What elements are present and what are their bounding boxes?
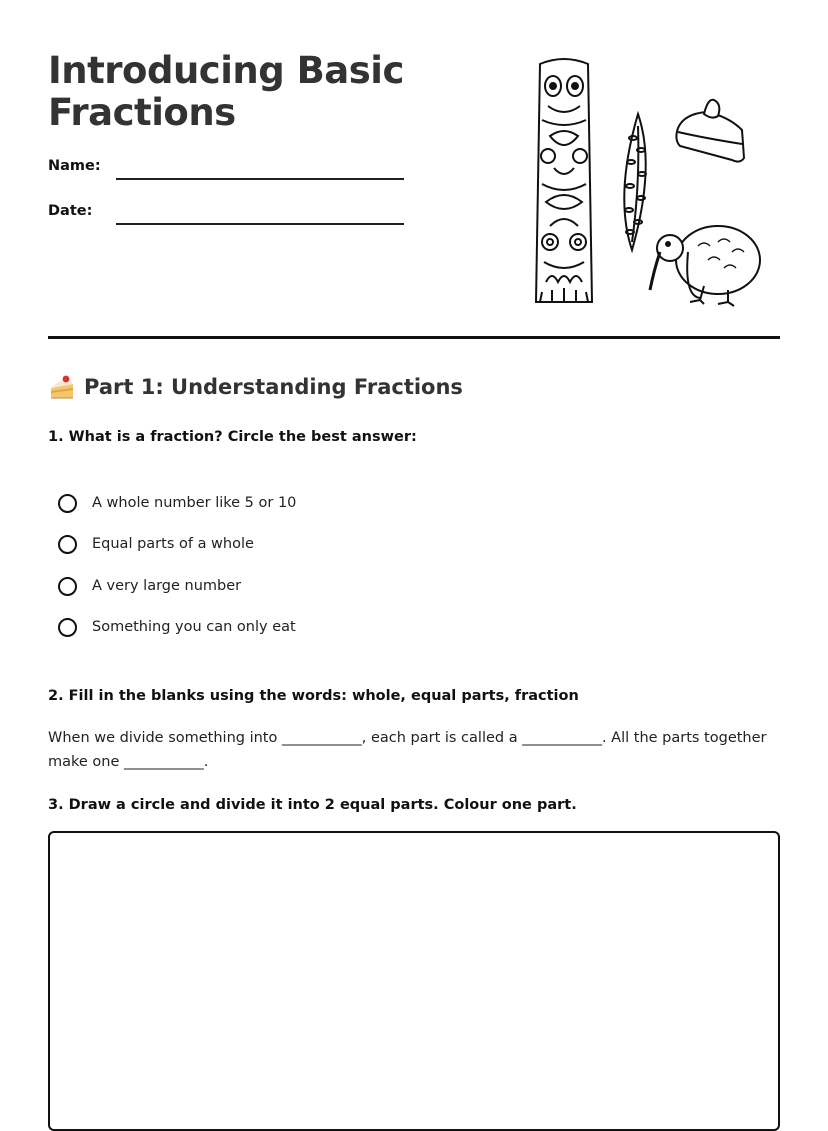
q1-option-1[interactable] xyxy=(58,491,296,515)
drawing-area[interactable] xyxy=(48,831,780,1131)
part1-heading xyxy=(48,374,463,400)
date-label: Date: xyxy=(48,203,93,219)
q1-option-4[interactable] xyxy=(58,615,296,639)
q1-option-label: A very large number xyxy=(92,578,242,594)
name-input-line[interactable] xyxy=(116,178,404,180)
q1-option-label: Equal parts of a whole xyxy=(92,536,254,552)
question-2: 2. Fill in the blanks using the words: whole, equal parts, fraction xyxy=(48,688,579,704)
worksheet-title xyxy=(48,50,468,134)
question-3: 3. Draw a circle and divide it into 2 equal parts. Colour one part. xyxy=(48,797,577,813)
totem-pole-icon xyxy=(536,59,592,302)
fern-leaf-icon xyxy=(624,114,646,250)
question-1: 1. What is a fraction? Circle the best answer: xyxy=(48,429,417,445)
cake-icon xyxy=(48,374,76,400)
title-line-2: Fractions xyxy=(48,91,236,134)
title-line-1: Introducing Basic xyxy=(48,49,404,92)
header-divider xyxy=(48,336,780,339)
q1-option-label: A whole number like 5 or 10 xyxy=(92,495,297,511)
q1-option-label: Something you can only eat xyxy=(92,619,296,635)
radio-circle[interactable] xyxy=(58,494,77,513)
kiwi-bird-icon xyxy=(650,226,760,306)
date-input-line[interactable] xyxy=(116,223,404,225)
cake-slice-icon xyxy=(676,100,744,162)
radio-circle[interactable] xyxy=(58,618,77,637)
name-label: Name: xyxy=(48,158,101,174)
radio-circle[interactable] xyxy=(58,535,77,554)
part1-heading-text: Part 1: Understanding Fractions xyxy=(84,375,463,399)
maori-illustration xyxy=(528,56,768,308)
q1-option-3[interactable] xyxy=(58,574,241,598)
q1-option-2[interactable] xyxy=(58,532,254,556)
q2-fill-in-sentence: When we divide something into ___________, each part is called a ___________. All the parts together make one ___________. xyxy=(48,730,767,770)
radio-circle[interactable] xyxy=(58,577,77,596)
